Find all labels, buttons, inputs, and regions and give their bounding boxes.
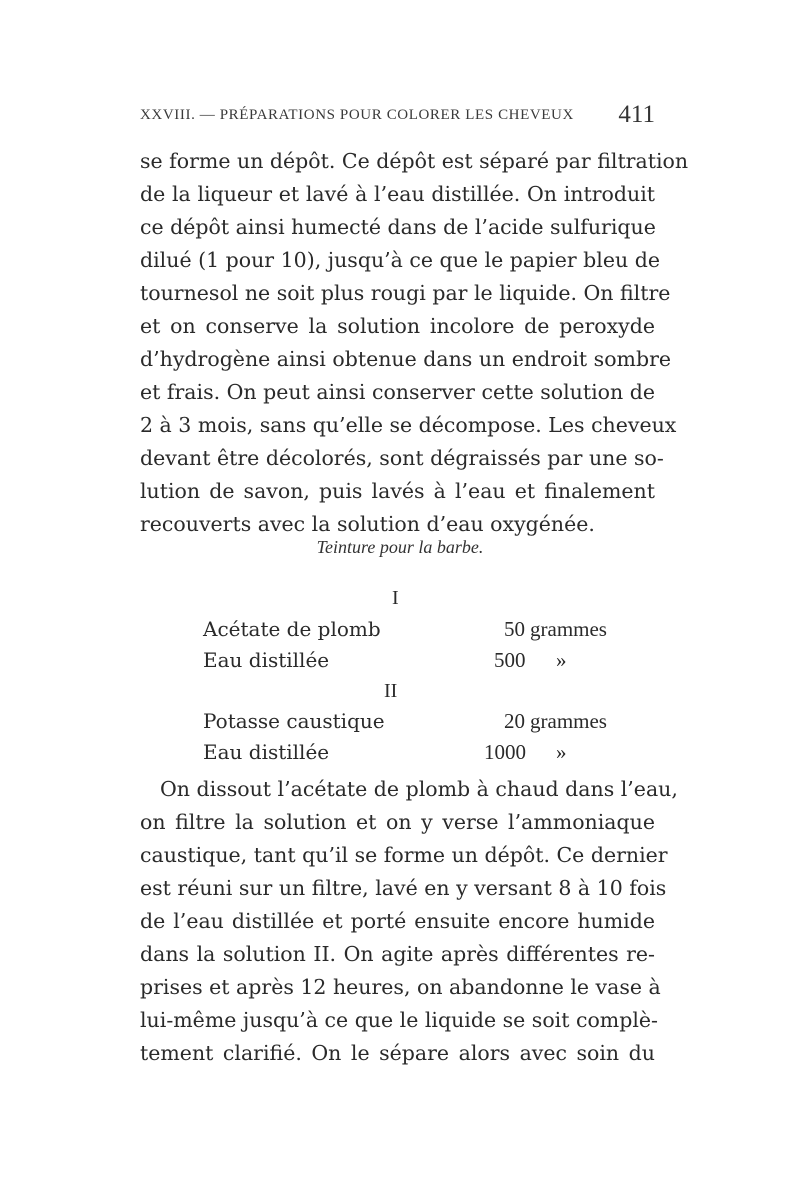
text-line: tement clarifié. On le sépare alors avec soin du xyxy=(140,1041,655,1065)
ingredient-name: Acétate de plomb xyxy=(203,617,381,641)
recipe-numeral: I xyxy=(392,587,399,609)
text-line: dans la solution II. On agite après différentes re- xyxy=(140,942,655,966)
text-line: et frais. On peut ainsi conserver cette solution de xyxy=(140,380,655,404)
running-header xyxy=(140,103,655,133)
text-line: et on conserve la solution incolore de peroxyde xyxy=(140,314,655,338)
text-line: de la liqueur et lavé à l’eau distillée. On introduit xyxy=(140,182,655,206)
text-line: de l’eau distillée et porté ensuite encore humide xyxy=(140,909,655,933)
ingredient-unit: grammes xyxy=(530,709,607,733)
ingredient-unit: grammes xyxy=(530,617,607,641)
ingredient-name: Eau distillée xyxy=(203,740,330,764)
page-number: 411 xyxy=(618,101,655,128)
ingredient-quantity: 20 xyxy=(504,709,525,733)
text-line: est réuni sur un filtre, lavé en y versant 8 à 10 fois xyxy=(140,876,667,900)
text-line: se forme un dépôt. Ce dépôt est séparé par filtration xyxy=(140,149,689,173)
ingredient-unit: » xyxy=(556,740,567,764)
text-line: tournesol ne soit plus rougi par le liquide. On filtre xyxy=(140,281,671,305)
recipe-numeral: II xyxy=(384,680,398,702)
text-line: lui-même jusqu’à ce que le liquide se soit complè- xyxy=(140,1008,658,1032)
section-title: Teinture pour la barbe. xyxy=(316,537,484,557)
text-line: 2 à 3 mois, sans qu’elle se décompose. Les cheveux xyxy=(140,413,677,437)
text-line: dilué (1 pour 10), jusqu’à ce que le papier bleu de xyxy=(140,248,660,272)
ingredient-quantity: 1000 xyxy=(484,740,526,764)
ingredient-name: Eau distillée xyxy=(203,648,330,672)
text-line: d’hydrogène ainsi obtenue dans un endroit sombre xyxy=(140,347,672,371)
text-line: On dissout l’acétate de plomb à chaud dans l’eau, xyxy=(160,777,678,801)
running-head-title: XXVIII. — PRÉPARATIONS POUR COLORER LES CHEVEUX xyxy=(140,107,574,123)
ingredient-quantity: 50 xyxy=(504,617,525,641)
ingredient-quantity: 500 xyxy=(494,648,526,672)
text-line: recouverts avec la solution d’eau oxygénée. xyxy=(140,512,595,536)
text-line: devant être décolorés, sont dégraissés par une so- xyxy=(140,446,664,470)
ingredient-unit: » xyxy=(556,648,567,672)
text-line: lution de savon, puis lavés à l’eau et finalement xyxy=(140,479,655,503)
text-line: caustique, tant qu’il se forme un dépôt. Ce dernier xyxy=(140,843,668,867)
ingredient-name: Potasse caustique xyxy=(203,709,385,733)
text-line: prises et après 12 heures, on abandonne le vase à xyxy=(140,975,661,999)
text-line: on filtre la solution et on y verse l’ammoniaque xyxy=(140,810,655,834)
text-line: ce dépôt ainsi humecté dans de l’acide sulfurique xyxy=(140,215,656,239)
